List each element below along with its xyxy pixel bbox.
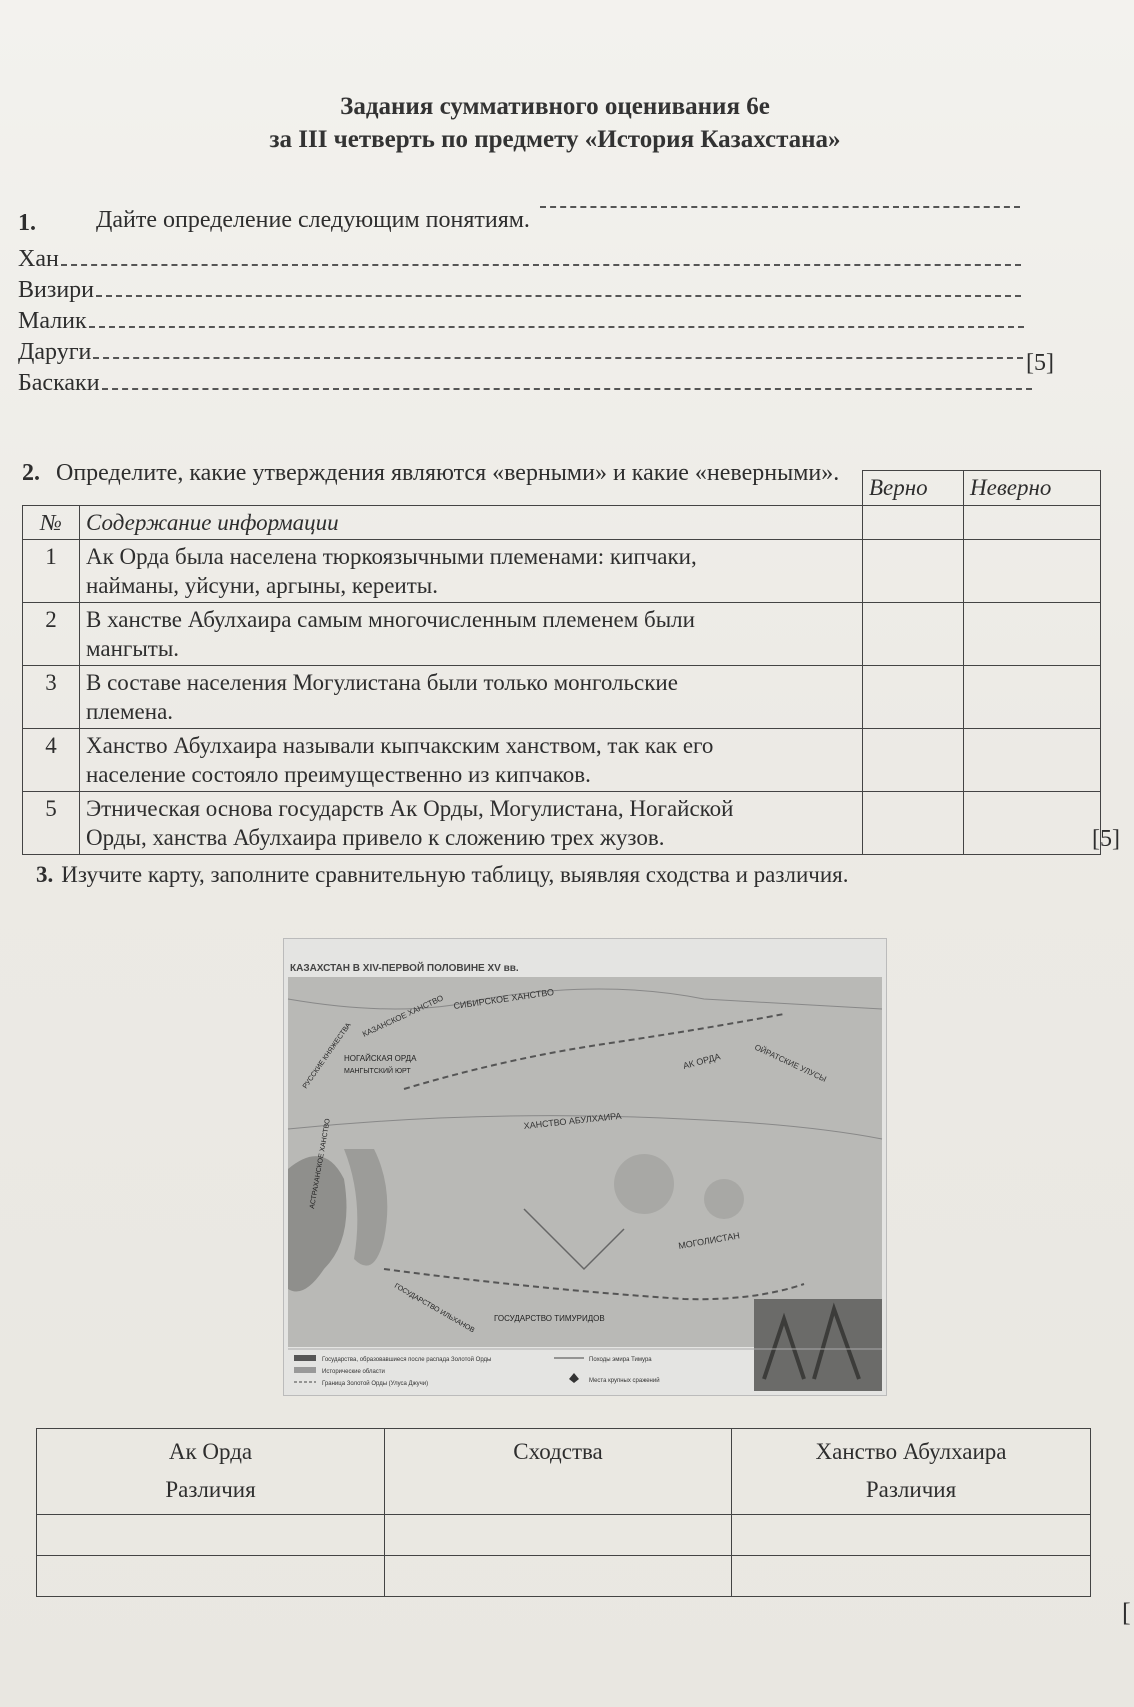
col-false-header: Неверно [964, 471, 1101, 506]
q3-score-partial: [ [1122, 1598, 1131, 1627]
map-legend-label: Места крупных сражений [589, 1378, 660, 1384]
col-number-header: № [23, 505, 80, 539]
term-label: Баскаки [18, 370, 100, 396]
map-label: ГОСУДАРСТВО ИЛЬХАНОВ [393, 1282, 476, 1335]
answer-line[interactable] [102, 387, 1032, 390]
q3-header [36, 862, 848, 888]
answer-cell[interactable] [385, 1556, 732, 1597]
map-label: ХАНСТВО АБУЛХАИРА [523, 1110, 622, 1131]
answer-false-cell[interactable] [964, 728, 1101, 791]
table-row [23, 539, 1101, 602]
table-row [23, 602, 1101, 665]
answer-false-cell[interactable] [964, 665, 1101, 728]
statement-line: племена. [86, 698, 174, 724]
answer-line[interactable] [96, 294, 1021, 297]
statement-cell [80, 728, 863, 791]
statement-line: В составе населения Могулистана были только монгольские [86, 669, 678, 695]
page-title-line1: Задания суммативного оценивания 6е [340, 93, 770, 120]
table-row [23, 791, 1101, 854]
row-number: 2 [23, 602, 80, 665]
blank-header-cell [23, 471, 863, 506]
answer-line[interactable] [93, 356, 1023, 359]
answer-false-cell[interactable] [964, 791, 1101, 854]
definition-row-viziri [18, 277, 1021, 304]
map-title: КАЗАХСТАН В XIV-ПЕРВОЙ ПОЛОВИНЕ XV вв. [290, 963, 519, 974]
definition-row-khan [18, 246, 1021, 273]
statement-line: население состояло преимущественно из кипчаков. [86, 761, 591, 787]
definition-row-baskaki [18, 370, 1032, 397]
page-title-line2: за III четверть по предмету «История Казахстана» [269, 126, 841, 153]
answer-false-cell[interactable] [964, 602, 1101, 665]
header-line: Различия [865, 1477, 957, 1502]
answer-cell[interactable] [385, 1515, 732, 1556]
map-legend-label: Граница Золотой Орды (Улуса Джучи) [322, 1381, 429, 1387]
map-label: ОЙРАТСКИЕ УЛУСЫ [753, 1042, 828, 1084]
statement-line: найманы, уйсуни, аргыны, кереиты. [86, 572, 438, 598]
answer-line[interactable] [61, 263, 1021, 266]
col-content-header: Содержание информации [80, 505, 863, 539]
map-svg [284, 939, 886, 1395]
statement-line: Ханство Абулхаира называли кыпчакским ханством, так как его [86, 732, 714, 758]
header-line: Различия [165, 1477, 256, 1502]
empty-cell [863, 505, 964, 539]
statement-line: Ак Орда была населена тюркоязычными племенами: кипчаки, [86, 543, 697, 569]
answer-cell[interactable] [37, 1556, 385, 1597]
q1-number: 1. [18, 210, 36, 236]
row-number: 5 [23, 791, 80, 854]
definition-row-darugi [18, 339, 1023, 366]
header-line: Ханство Абулхаира [815, 1439, 1007, 1464]
statement-cell [80, 539, 863, 602]
table-row [23, 665, 1101, 728]
col-true-header: Верно [863, 471, 964, 506]
q2-number: 2. [22, 460, 40, 486]
q3-number: 3. [36, 862, 54, 887]
table-row [37, 1556, 1091, 1597]
answer-true-cell[interactable] [863, 602, 964, 665]
q2-score: [5] [1092, 826, 1120, 852]
statement-line: мангыты. [86, 635, 180, 661]
definition-row-malik [18, 308, 1024, 335]
term-label: Хан [18, 246, 59, 272]
row-number: 1 [23, 539, 80, 602]
col-similarities-header [385, 1429, 732, 1515]
true-false-table [22, 470, 1101, 855]
answer-true-cell[interactable] [863, 728, 964, 791]
answer-line[interactable] [89, 325, 1024, 328]
map-legend-label: Государства, образовавшиеся после распада Золотой Орды [322, 1357, 492, 1363]
table-row [23, 728, 1101, 791]
map-label: АК ОРДА [681, 1051, 722, 1071]
q3-prompt: Изучите карту, заполните сравнительную таблицу, выявляя сходства и различия. [61, 862, 849, 887]
map-label: ГОСУДАРСТВО ТИМУРИДОВ [494, 1314, 605, 1323]
answer-true-cell[interactable] [863, 539, 964, 602]
col-ak-orda-header [37, 1429, 385, 1515]
answer-cell[interactable] [732, 1515, 1091, 1556]
row-number: 4 [23, 728, 80, 791]
answer-true-cell[interactable] [863, 665, 964, 728]
answer-true-cell[interactable] [863, 791, 964, 854]
term-label: Даруги [18, 339, 92, 365]
answer-line [540, 206, 1020, 208]
empty-cell [964, 505, 1101, 539]
col-abulkhair-header [732, 1429, 1091, 1515]
map-label: НОГАЙСКАЯ ОРДА [344, 1054, 417, 1063]
header-line: Ак Орда [168, 1439, 253, 1464]
map-label: РУССКИЕ КНЯЖЕСТВА [301, 1021, 353, 1091]
answer-false-cell[interactable] [964, 539, 1101, 602]
map-label: МОГОЛИСТАН [677, 1230, 741, 1251]
q1-score: [5] [1026, 350, 1054, 376]
map-label: КАЗАНСКОЕ ХАНСТВО [361, 993, 445, 1039]
answer-cell[interactable] [37, 1515, 385, 1556]
map-label: АСТРАХАНСКОЕ ХАНСТВО [309, 1118, 332, 1210]
statement-line: Орды, ханства Абулхаира привело к сложению трех жузов. [86, 824, 665, 850]
statement-cell [80, 791, 863, 854]
map-label: СИБИРСКОЕ ХАНСТВО [452, 986, 555, 1011]
map-legend-label: Походы эмира Тимура [589, 1357, 652, 1363]
term-label: Визири [18, 277, 95, 303]
header-line: Сходства [513, 1439, 603, 1464]
answer-cell[interactable] [732, 1556, 1091, 1597]
row-number: 3 [23, 665, 80, 728]
map-label: МАНГЫТСКИЙ ЮРТ [344, 1068, 411, 1075]
term-label: Малик [18, 308, 87, 334]
comparison-table [36, 1428, 1091, 1597]
statement-line: Этническая основа государств Ак Орды, Могулистана, Ногайской [86, 795, 734, 821]
q1-prompt: Дайте определение следующим понятиям. [96, 207, 530, 233]
table-row [37, 1515, 1091, 1556]
statement-line: В ханстве Абулхаира самым многочисленным племенем были [86, 606, 695, 632]
map-legend-label: Исторические области [322, 1369, 385, 1375]
statement-cell [80, 665, 863, 728]
historical-map [283, 938, 887, 1396]
q2-prompt: Определите, какие утверждения являются «верными» и какие «неверными». [56, 460, 840, 486]
statement-cell [80, 602, 863, 665]
